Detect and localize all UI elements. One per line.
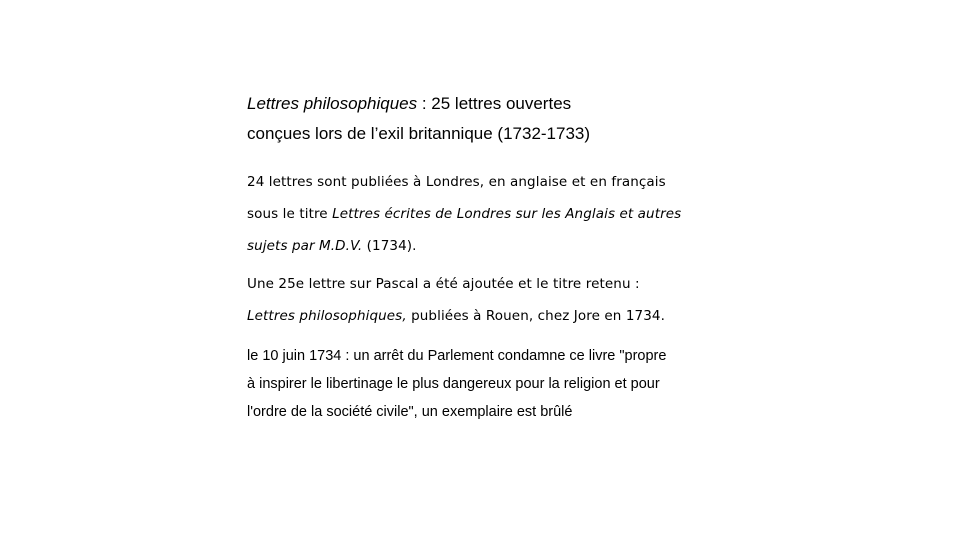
work-title: Lettres philosophiques <box>247 94 418 113</box>
london-year: (1734). <box>362 238 417 254</box>
title-line-1 <box>247 89 727 119</box>
condemnation-line-1: le 10 juin 1734 : un arrêt du Parlement condamne ce livre "propre <box>247 348 667 364</box>
rouen-line-2-rest: publiées à Rouen, chez Jore en 1734. <box>406 308 665 324</box>
rouen-title-italic: Lettres philosophiques, <box>247 308 407 324</box>
title-line-2: conçues lors de l’exil britannique (1732-1733) <box>247 124 591 143</box>
condemnation-line-2: à inspirer le libertinage le plus dangereux pour la religion et pour <box>247 376 660 392</box>
rouen-line-1: Une 25e lettre sur Pascal a été ajoutée et le titre retenu : <box>247 276 640 292</box>
london-line-2 <box>247 198 727 230</box>
title-paragraph <box>247 89 727 149</box>
london-line-1: 24 lettres sont publiées à Londres, en anglaise et en français <box>247 174 666 190</box>
rouen-publication-paragraph <box>247 268 727 332</box>
london-line-3 <box>247 230 727 262</box>
rouen-line-2 <box>247 300 727 332</box>
london-title-italic: Lettres écrites de Londres sur les Anglais et autres <box>332 206 682 222</box>
condemnation-line-3: l'ordre de la société civile", un exemplaire est brûlé <box>247 404 573 420</box>
title-line-1-rest: : 25 lettres ouvertes <box>417 94 572 113</box>
london-title-italic-end: sujets par M.D.V. <box>247 238 363 254</box>
condemnation-paragraph <box>247 342 727 426</box>
london-line-2-prefix: sous le titre <box>247 206 333 222</box>
london-publication-paragraph <box>247 166 727 262</box>
